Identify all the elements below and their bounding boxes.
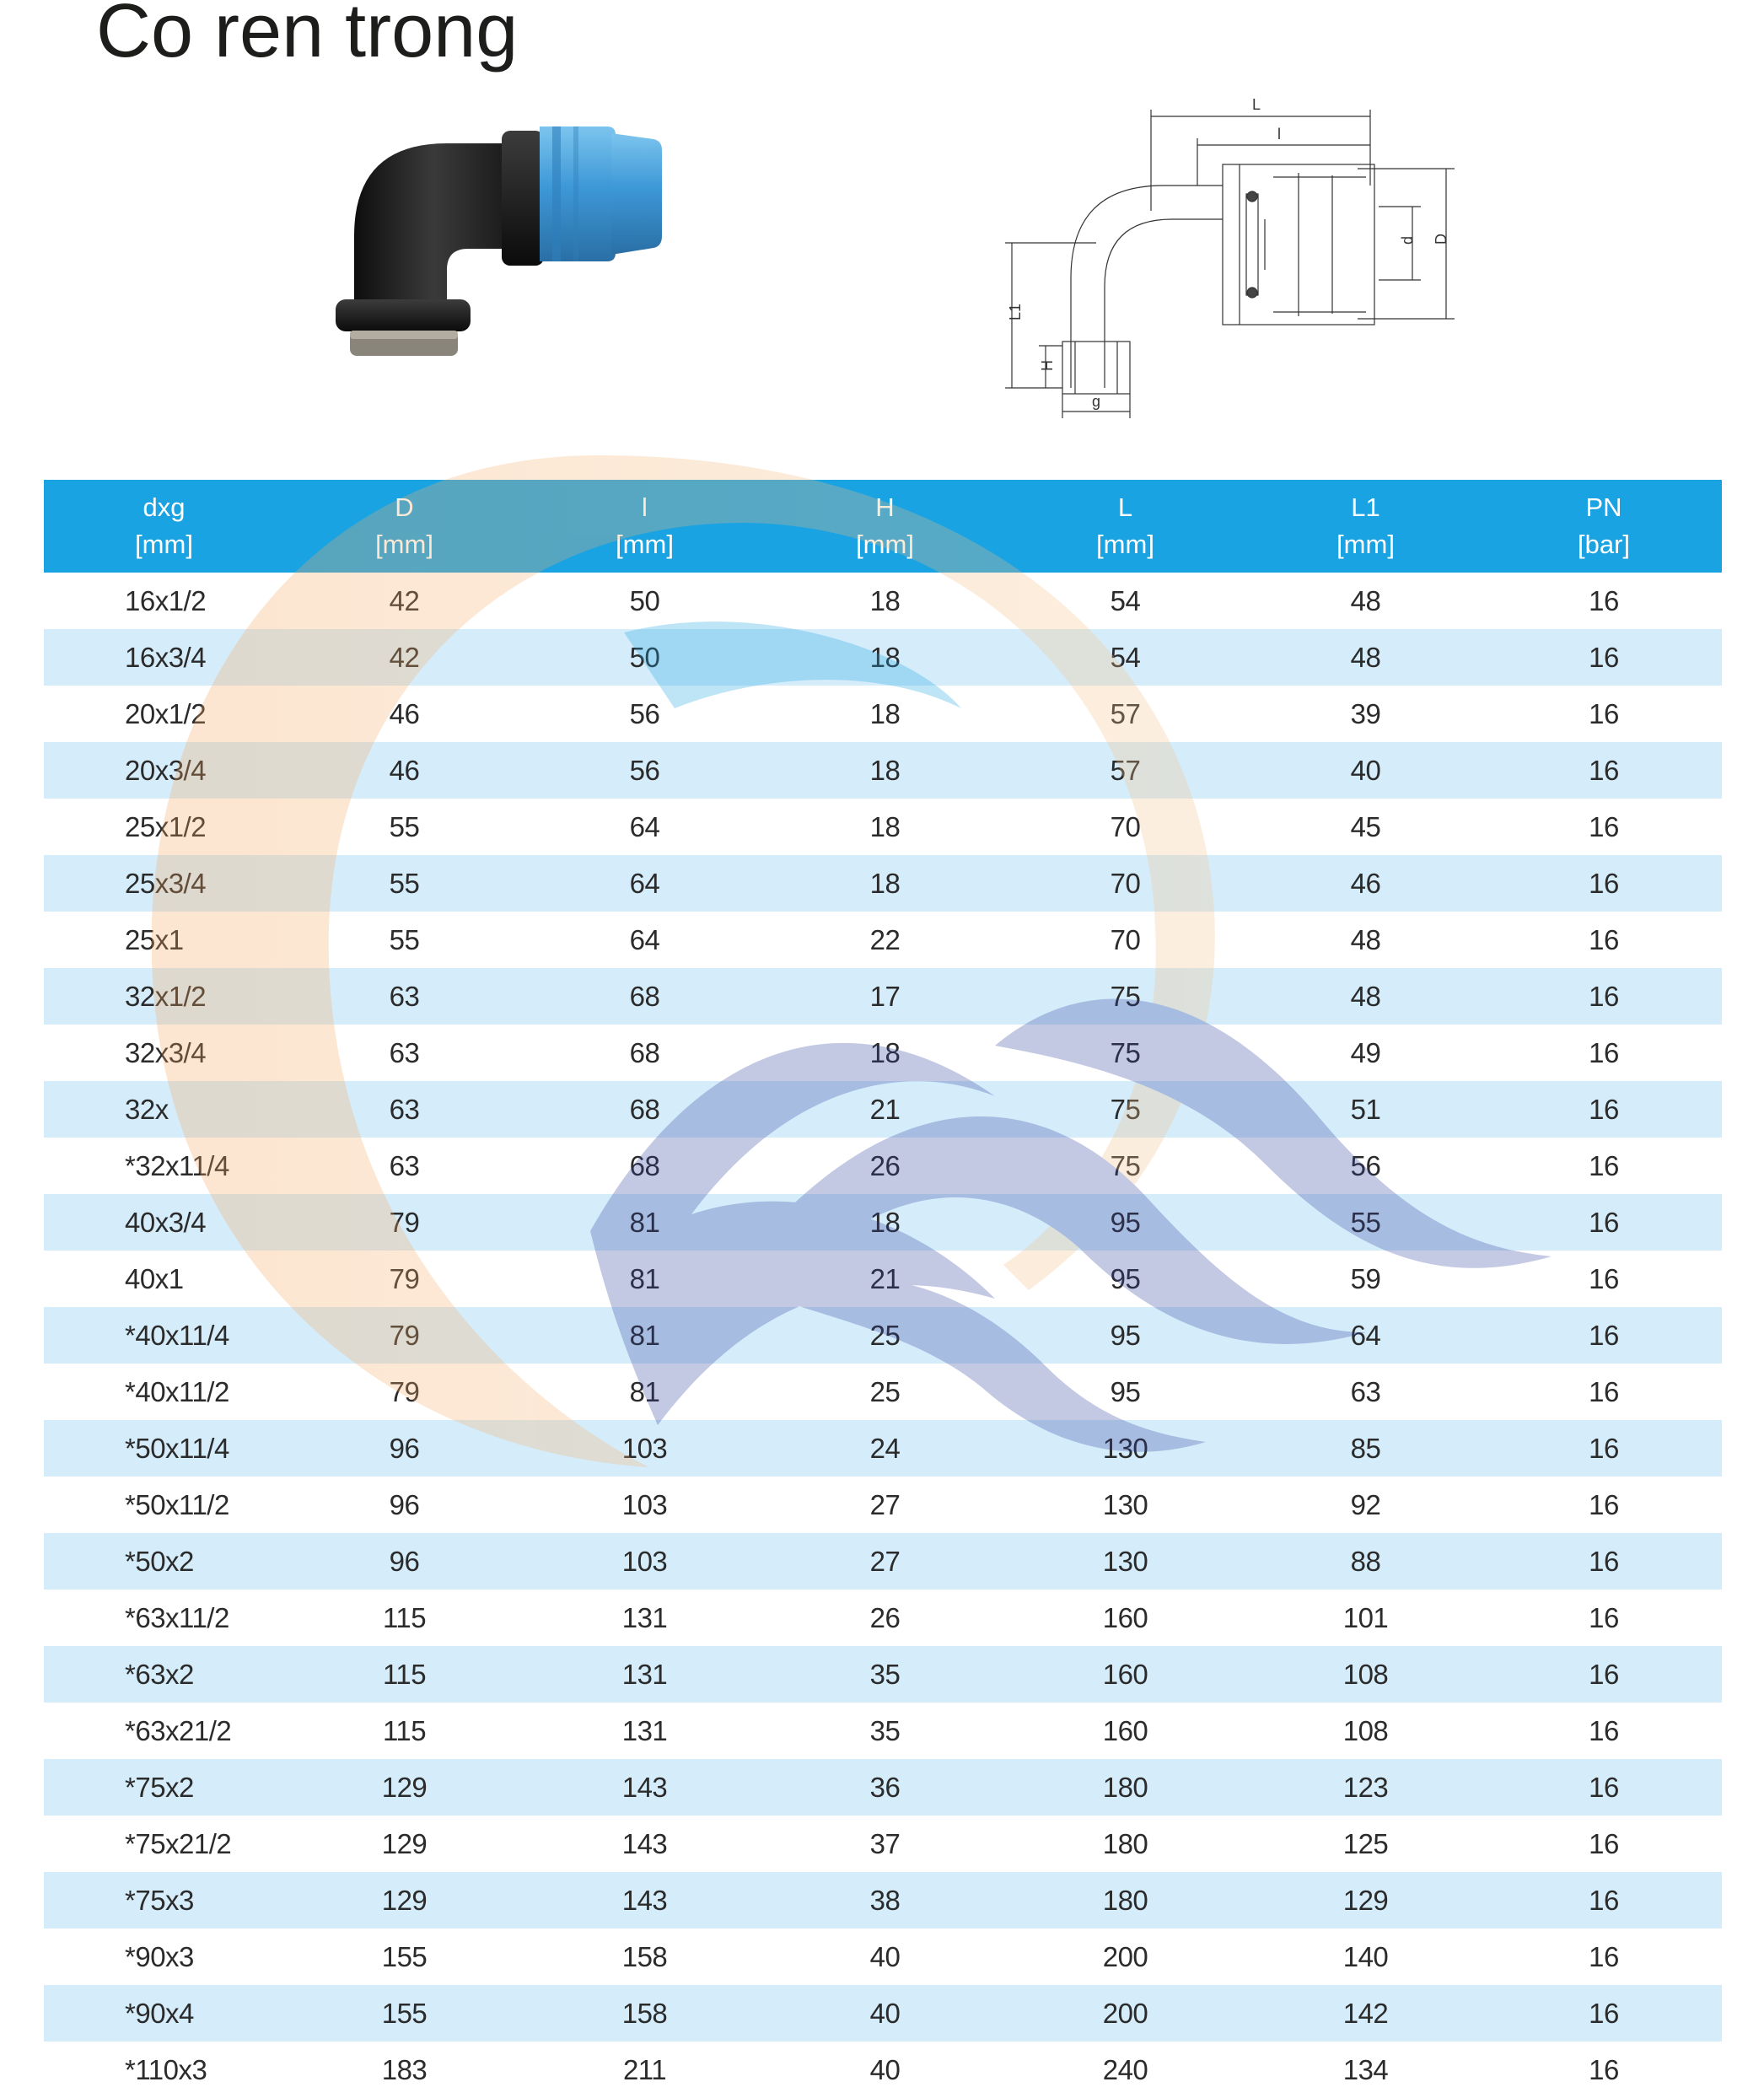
table-cell: 48: [1245, 629, 1486, 686]
table-cell: 115: [382, 1714, 427, 1746]
table-cell: 16: [1486, 1985, 1722, 2042]
table-cell: 103: [524, 1420, 765, 1477]
table-cell: 16: [1486, 742, 1722, 799]
table-cell: *50x11/2: [125, 1488, 229, 1520]
table-cell: 18: [765, 742, 1005, 799]
table-cell: 63: [1350, 1375, 1381, 1407]
table-cell: 16: [1589, 923, 1619, 955]
table-cell: 211: [622, 2053, 667, 2085]
table-cell: 16: [1589, 1488, 1619, 1520]
table-cell: 240: [1102, 2053, 1148, 2085]
table-cell: 50: [524, 629, 765, 686]
table-cell: 70: [1110, 923, 1141, 955]
column-unit: [mm]: [375, 530, 433, 559]
table-cell: 64: [1245, 1307, 1486, 1364]
table-row: [44, 573, 1722, 629]
table-row: [44, 1420, 1722, 1477]
table-row: [44, 1533, 1722, 1590]
table-cell: 95: [1005, 1194, 1245, 1251]
column-header-6: [1486, 480, 1722, 573]
table-cell: 81: [524, 1307, 765, 1364]
table-row: [44, 855, 1722, 912]
label-l: l: [1277, 126, 1281, 143]
table-cell: 143: [621, 1827, 668, 1859]
label-L1: L1: [1007, 303, 1024, 320]
table-cell: 57: [1005, 742, 1245, 799]
table-cell: 56: [524, 742, 765, 799]
table-cell: 129: [1245, 1872, 1486, 1929]
table-cell: *63x21/2: [125, 1714, 232, 1746]
table-row: [44, 1816, 1722, 1872]
table-cell: 79: [389, 1262, 420, 1294]
table-cell: 96: [389, 1488, 420, 1520]
page-title: Co ren trong: [96, 0, 519, 73]
label-H: H: [1039, 360, 1056, 371]
table-cell: 158: [621, 1940, 668, 1972]
table-cell: 200: [1005, 1985, 1245, 2042]
table-row: [44, 968, 1722, 1025]
table-cell: 123: [1245, 1759, 1486, 1816]
table-cell: 160: [1102, 1714, 1148, 1746]
table-cell: 16: [1486, 1420, 1722, 1477]
column-name: dxg: [143, 492, 186, 522]
table-cell: 70: [1110, 810, 1141, 842]
table-cell: 63: [284, 968, 524, 1025]
table-row: [44, 686, 1722, 742]
table-cell: *50x11/4: [44, 1420, 284, 1477]
table-cell: 68: [629, 1036, 660, 1068]
table-row: [44, 2042, 1722, 2098]
table-cell: 81: [524, 1194, 765, 1251]
table-cell: *110x3: [125, 2053, 207, 2085]
label-g: g: [1092, 393, 1101, 410]
table-row: [44, 742, 1722, 799]
table-cell: *90x4: [44, 1985, 284, 2042]
table-cell: 183: [381, 2053, 428, 2085]
table-cell: 115: [382, 1601, 427, 1633]
table-cell: 48: [1350, 584, 1381, 616]
column-header-3: [765, 480, 1005, 573]
table-cell: 85: [1245, 1420, 1486, 1477]
table-cell: 40: [869, 1940, 901, 1972]
label-d: d: [1399, 235, 1416, 245]
spec-table: [44, 480, 1722, 2098]
table-cell: 96: [284, 1420, 524, 1477]
table-cell: 16: [1486, 1533, 1722, 1590]
table-cell: 95: [1005, 1307, 1245, 1364]
table-cell: 18: [869, 1036, 901, 1068]
table-cell: 79: [389, 1375, 420, 1407]
table-cell: 21: [869, 1262, 901, 1294]
table-cell: 16: [1589, 810, 1619, 842]
table-row: [44, 1364, 1722, 1420]
table-cell: 64: [524, 855, 765, 912]
table-cell: *75x3: [44, 1872, 284, 1929]
table-cell: 16: [1486, 1759, 1722, 1816]
table-cell: 16: [1486, 968, 1722, 1025]
table-cell: 17: [765, 968, 1005, 1025]
table-cell: 54: [1005, 629, 1245, 686]
table-cell: 79: [284, 1194, 524, 1251]
table-cell: 130: [1005, 1420, 1245, 1477]
table-cell: 20x1/2: [125, 697, 207, 729]
table-cell: 16: [1589, 1940, 1619, 1972]
table-cell: 32x3/4: [125, 1036, 207, 1068]
table-cell: 101: [1342, 1601, 1389, 1633]
table-cell: 16: [1486, 1646, 1722, 1703]
table-cell: 27: [869, 1488, 901, 1520]
table-cell: 18: [869, 584, 901, 616]
table-cell: 40: [869, 2053, 901, 2085]
table-cell: 16: [1589, 584, 1619, 616]
table-row: [44, 1307, 1722, 1364]
table-cell: 130: [1102, 1488, 1148, 1520]
table-cell: 16: [1589, 697, 1619, 729]
table-cell: 131: [621, 1714, 668, 1746]
table-cell: 158: [524, 1985, 765, 2042]
table-cell: 20x3/4: [44, 742, 284, 799]
table-cell: 79: [284, 1307, 524, 1364]
column-unit: [mm]: [1096, 530, 1154, 559]
table-cell: 18: [869, 810, 901, 842]
table-cell: 142: [1245, 1985, 1486, 2042]
table-cell: 75: [1005, 968, 1245, 1025]
table-cell: 35: [869, 1714, 901, 1746]
table-cell: 103: [524, 1533, 765, 1590]
table-cell: 42: [389, 584, 420, 616]
table-cell: 16: [1589, 1375, 1619, 1407]
table-cell: 16: [1486, 629, 1722, 686]
table-body: [44, 573, 1722, 2098]
table-cell: 75: [1110, 1036, 1141, 1068]
table-cell: 16: [1486, 1194, 1722, 1251]
table-cell: 16: [1589, 1601, 1619, 1633]
table-cell: 68: [629, 1149, 660, 1181]
table-cell: 38: [765, 1872, 1005, 1929]
table-cell: 57: [1110, 697, 1141, 729]
table-cell: 180: [1005, 1872, 1245, 1929]
table-cell: 46: [284, 742, 524, 799]
table-row: [44, 1025, 1722, 1081]
table-cell: *75x21/2: [125, 1827, 232, 1859]
table-cell: 64: [629, 923, 660, 955]
table-row: [44, 629, 1722, 686]
table-cell: 18: [869, 697, 901, 729]
table-cell: 143: [524, 1872, 765, 1929]
column-unit: [mm]: [1336, 530, 1395, 559]
table-cell: 108: [1245, 1646, 1486, 1703]
column-name: L: [1117, 492, 1133, 522]
table-header-row: [44, 480, 1722, 573]
table-cell: 16: [1486, 1081, 1722, 1138]
table-cell: 180: [1005, 1759, 1245, 1816]
table-cell: 18: [765, 629, 1005, 686]
column-header-5: [1245, 480, 1486, 573]
table-cell: 63: [389, 1149, 420, 1181]
table-cell: 48: [1245, 968, 1486, 1025]
column-unit: [mm]: [135, 530, 193, 559]
table-cell: 155: [381, 1940, 428, 1972]
table-cell: 18: [765, 855, 1005, 912]
table-cell: 27: [765, 1533, 1005, 1590]
table-cell: 40: [765, 1985, 1005, 2042]
table-cell: 59: [1350, 1262, 1381, 1294]
table-cell: 130: [1005, 1533, 1245, 1590]
column-name: H: [875, 492, 895, 522]
table-cell: 46: [1245, 855, 1486, 912]
table-cell: 75: [1005, 1081, 1245, 1138]
table-cell: 55: [389, 810, 420, 842]
column-header-2: [524, 480, 765, 573]
table-cell: 16: [1589, 1714, 1619, 1746]
table-cell: 16x1/2: [125, 584, 207, 616]
table-cell: 55: [284, 855, 524, 912]
table-row: [44, 1646, 1722, 1703]
column-name: l: [642, 492, 648, 522]
table-cell: 115: [284, 1646, 524, 1703]
table-row: [44, 1251, 1722, 1307]
table-cell: 26: [869, 1601, 901, 1633]
column-name: D: [395, 492, 414, 522]
column-header-1: [284, 480, 524, 573]
table-cell: 36: [765, 1759, 1005, 1816]
table-row: [44, 1194, 1722, 1251]
table-cell: 88: [1245, 1533, 1486, 1590]
table-cell: 81: [629, 1375, 660, 1407]
technical-drawing: [995, 84, 1467, 422]
table-cell: 25: [869, 1375, 901, 1407]
table-cell: 95: [1110, 1262, 1141, 1294]
table-cell: 25x1: [125, 923, 184, 955]
table-cell: 155: [284, 1985, 524, 2042]
table-cell: 32x: [44, 1081, 284, 1138]
table-cell: 18: [765, 1194, 1005, 1251]
table-cell: 49: [1350, 1036, 1381, 1068]
column-name: PN: [1585, 492, 1622, 522]
table-cell: 160: [1005, 1646, 1245, 1703]
table-cell: 56: [1350, 1149, 1381, 1181]
label-D: D: [1433, 234, 1449, 245]
table-cell: 131: [524, 1646, 765, 1703]
table-row: [44, 1703, 1722, 1759]
column-header-0: [44, 480, 284, 573]
table-cell: 22: [869, 923, 901, 955]
table-cell: 54: [1110, 584, 1141, 616]
table-row: [44, 799, 1722, 855]
table-cell: 63: [389, 1036, 420, 1068]
table-cell: 45: [1350, 810, 1381, 842]
table-row: [44, 1477, 1722, 1533]
table-cell: 16: [1486, 1872, 1722, 1929]
table-cell: 16: [1589, 1262, 1619, 1294]
table-cell: 92: [1350, 1488, 1381, 1520]
table-cell: *40x11/2: [125, 1375, 229, 1407]
table-row: [44, 1081, 1722, 1138]
table-cell: 16: [1589, 1827, 1619, 1859]
table-cell: 50: [629, 584, 660, 616]
table-cell: *32x11/4: [125, 1149, 229, 1181]
table-cell: *63x2: [44, 1646, 284, 1703]
table-cell: 35: [765, 1646, 1005, 1703]
column-unit: [mm]: [616, 530, 674, 559]
table-cell: 16: [1589, 1149, 1619, 1181]
table-cell: 125: [1342, 1827, 1389, 1859]
column-unit: [bar]: [1577, 530, 1631, 559]
table-cell: 200: [1102, 1940, 1148, 1972]
table-cell: 70: [1005, 855, 1245, 912]
table-cell: 108: [1342, 1714, 1389, 1746]
table-cell: 129: [284, 1872, 524, 1929]
table-cell: 42: [284, 629, 524, 686]
table-cell: 32x1/2: [44, 968, 284, 1025]
table-cell: 24: [765, 1420, 1005, 1477]
table-cell: 75: [1110, 1149, 1141, 1181]
table-row: [44, 1929, 1722, 1985]
table-row: [44, 1759, 1722, 1816]
table-row: [44, 1138, 1722, 1194]
table-cell: 64: [629, 810, 660, 842]
table-cell: 81: [629, 1262, 660, 1294]
table-cell: 51: [1245, 1081, 1486, 1138]
table-cell: 16: [1589, 1036, 1619, 1068]
table-cell: 16x3/4: [44, 629, 284, 686]
table-cell: 16: [1589, 2053, 1619, 2085]
table-cell: 160: [1102, 1601, 1148, 1633]
table-cell: 95: [1110, 1375, 1141, 1407]
table-cell: 16: [1486, 855, 1722, 912]
elbow-fitting-photo: [320, 110, 683, 388]
column-unit: [mm]: [856, 530, 914, 559]
table-cell: *63x11/2: [125, 1601, 229, 1633]
table-cell: 143: [524, 1759, 765, 1816]
table-cell: 140: [1342, 1940, 1389, 1972]
table-row: [44, 1985, 1722, 2042]
table-cell: *75x2: [44, 1759, 284, 1816]
table-cell: *40x11/4: [44, 1307, 284, 1364]
table-cell: 129: [381, 1827, 428, 1859]
table-cell: 68: [524, 968, 765, 1025]
table-cell: 25: [765, 1307, 1005, 1364]
table-cell: 40x3/4: [44, 1194, 284, 1251]
table-cell: 39: [1350, 697, 1381, 729]
table-cell: 26: [869, 1149, 901, 1181]
table-cell: 129: [284, 1759, 524, 1816]
table-cell: 134: [1342, 2053, 1389, 2085]
table-row: [44, 912, 1722, 968]
table-row: [44, 1590, 1722, 1646]
column-name: L1: [1351, 492, 1380, 522]
column-header-4: [1005, 480, 1245, 573]
table-row: [44, 1872, 1722, 1929]
table-cell: 180: [1102, 1827, 1148, 1859]
table-cell: 103: [621, 1488, 668, 1520]
table-cell: 25x3/4: [44, 855, 284, 912]
table-cell: 40: [1245, 742, 1486, 799]
table-cell: 55: [1245, 1194, 1486, 1251]
table-cell: 68: [524, 1081, 765, 1138]
table-cell: *50x2: [44, 1533, 284, 1590]
table-cell: 37: [869, 1827, 901, 1859]
table-cell: 96: [284, 1533, 524, 1590]
table-cell: 25x1/2: [125, 810, 207, 842]
table-cell: 48: [1350, 923, 1381, 955]
table-cell: 21: [765, 1081, 1005, 1138]
table-cell: 46: [389, 697, 420, 729]
table-cell: 40x1: [125, 1262, 184, 1294]
table-cell: 131: [621, 1601, 668, 1633]
label-L: L: [1252, 96, 1261, 113]
table-cell: *90x3: [125, 1940, 194, 1972]
table-cell: 16: [1486, 1307, 1722, 1364]
table-cell: 55: [389, 923, 420, 955]
table-cell: 56: [629, 697, 660, 729]
table-cell: 63: [284, 1081, 524, 1138]
